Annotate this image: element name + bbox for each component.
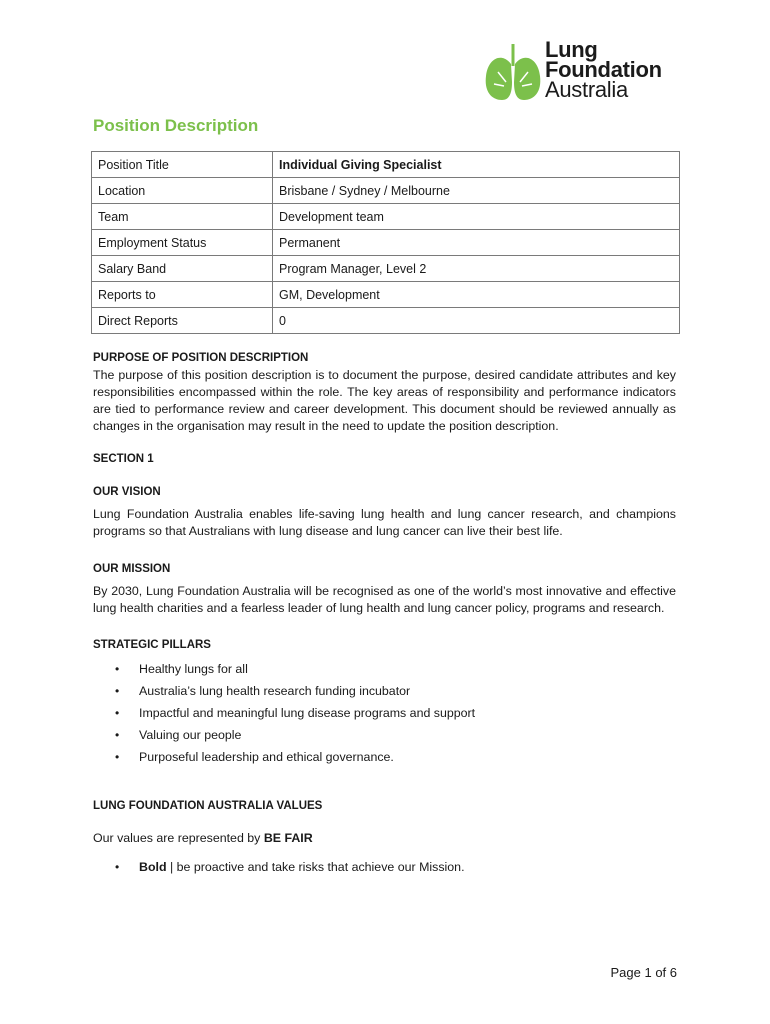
list-item: • Australia’s lung health research funding incubator (93, 681, 676, 703)
pillars-heading: STRATEGIC PILLARS (93, 639, 211, 651)
row-value: Permanent (273, 230, 680, 256)
list-item: • Purposeful leadership and ethical governance. (93, 747, 676, 769)
values-acronym: BE FAIR (263, 831, 313, 845)
logo (484, 37, 684, 104)
vision-heading: OUR VISION (93, 486, 161, 498)
value-term: Bold (139, 860, 167, 874)
row-value: 0 (273, 308, 680, 334)
values-list (93, 857, 676, 879)
page-title: Position Description (93, 116, 259, 135)
section-heading: SECTION 1 (93, 453, 154, 465)
table-row (92, 230, 680, 256)
document-body (93, 350, 676, 879)
values-intro-text: Our values are represented by (93, 831, 264, 845)
pillars-list (93, 659, 676, 769)
row-value: GM, Development (273, 282, 680, 308)
row-key: Salary Band (92, 256, 273, 282)
table-row (92, 178, 680, 204)
table-row (92, 308, 680, 334)
purpose-text: The purpose of this position description is to document the purpose, desired candidate attributes and key responsibilities encompassed within the role. The key areas of responsibility and performance indicators are tied to performance review and career development. This document should be reviewed annually as changes in the organisation may result in the need to update the position description. (93, 368, 676, 433)
logo-text-lung: Lung (545, 37, 598, 62)
table-row (92, 256, 680, 282)
vision-text: Lung Foundation Australia enables life-saving lung health and lung cancer research, and champions programs so that Australians with lung disease and lung cancer can live their best life. (93, 507, 676, 538)
row-key: Location (92, 178, 273, 204)
table-row (92, 204, 680, 230)
list-item: • Valuing our people (93, 725, 676, 747)
values-heading: LUNG FOUNDATION AUSTRALIA VALUES (93, 800, 323, 812)
mission-text: By 2030, Lung Foundation Australia will be recognised as one of the world’s most innovative and effective lung health charities and a fearless leader of lung health and lung cancer policy, programs and research. (93, 584, 676, 615)
row-key: Reports to (92, 282, 273, 308)
row-key: Direct Reports (92, 308, 273, 334)
values-intro (93, 830, 676, 847)
value-description: | be proactive and take risks that achieve our Mission. (166, 860, 465, 874)
row-value: Development team (273, 204, 680, 230)
row-value: Brisbane / Sydney / Melbourne (273, 178, 680, 204)
table-row (92, 282, 680, 308)
row-value: Individual Giving Specialist (273, 152, 680, 178)
row-key: Team (92, 204, 273, 230)
list-item (93, 857, 676, 879)
list-item: • Impactful and meaningful lung disease programs and support (93, 703, 676, 725)
table-row (92, 152, 680, 178)
purpose-heading: PURPOSE OF POSITION DESCRIPTION (93, 352, 309, 364)
row-value: Program Manager, Level 2 (273, 256, 680, 282)
mission-heading: OUR MISSION (93, 563, 171, 575)
logo-text-australia: Australia (545, 77, 628, 102)
page-number: Page 1 of 6 (610, 965, 677, 980)
lungs-icon (484, 42, 542, 102)
list-item: • Healthy lungs for all (93, 659, 676, 681)
row-key: Employment Status (92, 230, 273, 256)
logo-text-foundation: Foundation (545, 57, 662, 82)
position-details-table (91, 151, 680, 334)
row-key: Position Title (92, 152, 273, 178)
